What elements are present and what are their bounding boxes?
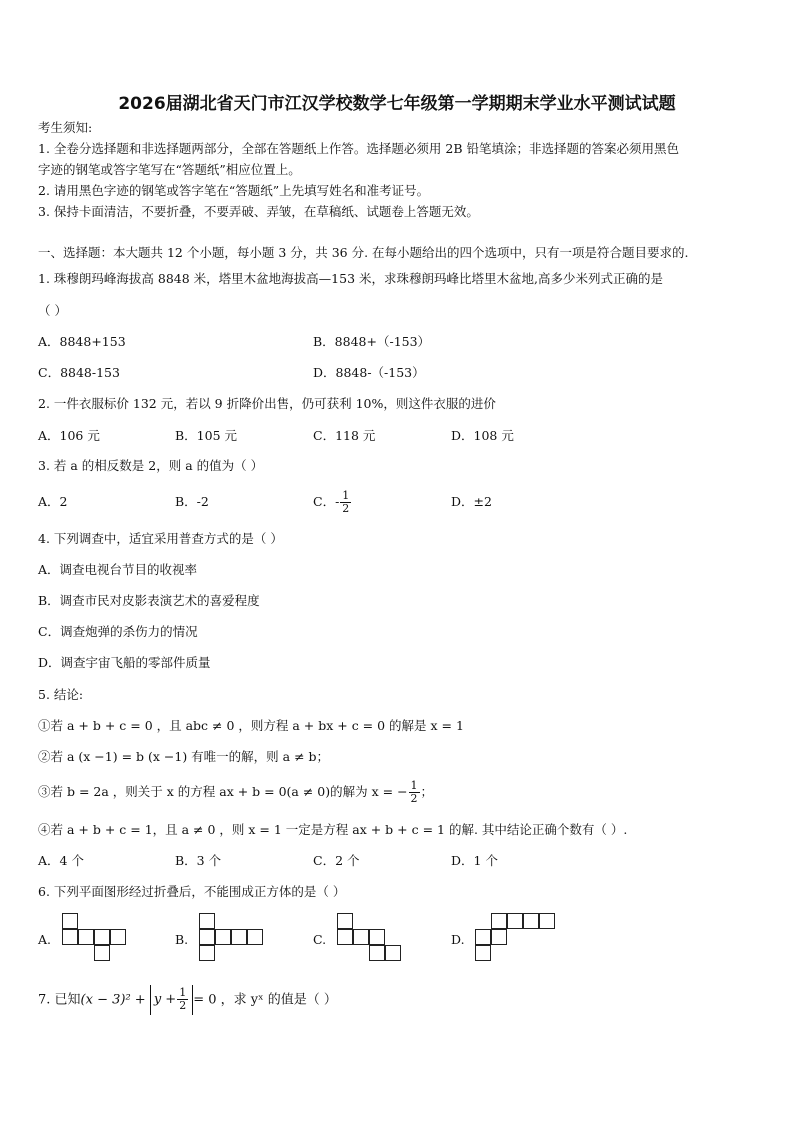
question-2-option-b: B．105 元: [175, 428, 238, 443]
fraction-numerator: 1: [179, 986, 187, 999]
question-6-option-d: D.: [451, 932, 465, 947]
question-1-option-c: C．8848-153: [38, 365, 120, 380]
question-1-option-a: A．8848+153: [38, 334, 126, 349]
question-1-paren: （ ）: [38, 303, 67, 318]
question-5-option-d: D．1 个: [451, 853, 498, 868]
question-2-option-c: C．118 元: [313, 428, 376, 443]
question-4-option-b: B．调查市民对皮影表演艺术的喜爱程度: [38, 593, 260, 608]
question-1-option-b: B．8848+（-153）: [313, 334, 431, 349]
question-4-option-d: D．调查宇宙飞船的零部件质量: [38, 655, 211, 670]
fraction: [177, 987, 188, 1012]
question-7: [38, 985, 337, 1016]
question-7-prefix: 7. 已知: [38, 992, 81, 1008]
question-5-option-a: A．4 个: [38, 853, 84, 868]
question-6-option-c: C.: [313, 932, 327, 947]
question-3-option-a: A．2: [38, 494, 68, 509]
statement-3-suffix: ；: [420, 784, 434, 799]
question-3-option-d: D．±2: [451, 494, 492, 509]
question-2-option-a: A．106 元: [38, 428, 100, 443]
absolute-value: [150, 985, 193, 1015]
question-6-option-a: A.: [38, 932, 52, 947]
statement-4: ④若 a + b + c = 1，且 a ≠ 0 ，则 x = 1 一定是方程 ax + b + c = 1 的解. 其中结论正确个数有（ ）.: [38, 822, 628, 837]
question-5-stem: 5. 结论:: [38, 687, 84, 702]
question-1-stem: 1. 珠穆朗玛峰海拔高 8848 米，塔里木盆地海拔高—153 米，求珠穆朗玛峰比塔里木盆地,高多少米列式正确的是: [38, 271, 663, 286]
statement-2: ②若 a (x −1) = b (x −1) 有唯一的解，则 a ≠ b；: [38, 749, 330, 764]
fraction: [340, 490, 351, 515]
statement-3: [38, 775, 433, 809]
question-4-stem: 4. 下列调查中，适宜采用普查方式的是（ ）: [38, 531, 283, 546]
question-5-option-b: B．3 个: [175, 853, 222, 868]
question-2-option-d: D．108 元: [451, 428, 514, 443]
question-6-option-b: B.: [175, 932, 189, 947]
question-5-option-c: C．2 个: [313, 853, 360, 868]
statement-1: ①若 a + b + c = 0 ，且 abc ≠ 0 ，则方程 a + bx + c = 0 的解是 x = 1: [38, 718, 464, 733]
question-3-option-b: B．-2: [175, 494, 209, 509]
fraction-denominator: 2: [179, 999, 187, 1012]
question-4-option-c: C．调查炮弹的杀伤力的情况: [38, 624, 198, 639]
statement-3-text: ③若 b = 2a ，则关于 x 的方程 ax + b = 0(a ≠ 0)的解为 x = −: [38, 784, 408, 799]
fraction-denominator: 2: [342, 502, 350, 515]
notice-line-1: 1. 全卷分选择题和非选择题两部分，全部在答题纸上作答。选择题必须用 2B 铅笔填涂；非选择题的答案必须用黑色: [38, 141, 679, 156]
notice-heading: 考生须知:: [38, 120, 93, 135]
section-heading: 一、选择题：本大题共 12 个小题，每小题 3 分，共 36 分. 在每小题给出的四个选项中，只有一项是符合题目要求的.: [38, 245, 689, 260]
question-3-stem: 3. 若 a 的相反数是 2，则 a 的值为（ ）: [38, 458, 264, 473]
question-6-stem: 6. 下列平面图形经过折叠后，不能围成正方体的是（ ）: [38, 884, 346, 899]
question-4-option-a: A．调查电视台节目的收视率: [38, 562, 198, 577]
notice-line-1-cont: 字迹的钢笔或答字笔写在“答题纸”相应位置上。: [38, 162, 301, 177]
square-term: (x − 3)² +: [80, 992, 146, 1008]
fraction-numerator: 1: [342, 489, 350, 502]
abs-variable: y +: [153, 992, 177, 1007]
fraction-denominator: 2: [410, 792, 418, 805]
question-7-rest: = 0 ，求 yˣ 的值是（ ）: [193, 992, 337, 1008]
question-1-option-d: D．8848-（-153）: [313, 365, 425, 380]
page-title: 2026届湖北省天门市江汉学校数学七年级第一学期期末学业水平测试试题: [118, 94, 676, 114]
option-c-prefix: C．-: [313, 494, 340, 509]
fraction-numerator: 1: [410, 779, 418, 792]
question-3-option-c: [313, 485, 352, 519]
fraction: [409, 780, 420, 805]
notice-line-3: 3. 保持卡面清洁，不要折叠，不要弄破、弄皱，在草稿纸、试题卷上答题无效。: [38, 204, 479, 219]
question-2-stem: 2. 一件衣服标价 132 元，若以 9 折降价出售，仍可获利 10%，则这件衣服的进价: [38, 396, 496, 411]
notice-line-2: 2. 请用黑色字迹的钢笔或答字笔在“答题纸”上先填写姓名和准考证号。: [38, 183, 430, 198]
